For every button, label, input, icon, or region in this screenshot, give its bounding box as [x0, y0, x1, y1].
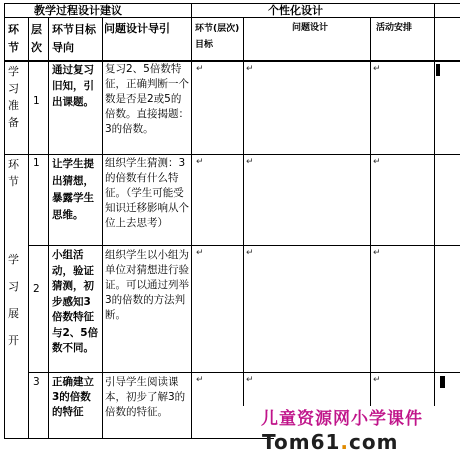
watermark-title: 儿童资源网小学课件: [261, 409, 423, 429]
row1-goal: 通过复习旧知，引出课题。: [52, 64, 94, 108]
table-border-left: [4, 3, 5, 439]
col-header-personal-goal: 环节(层次)目标: [195, 24, 240, 50]
row1-stage: 学习准备: [8, 65, 19, 129]
row4-question: 引导学生阅读课本，初步了解3的倍数的特征。: [105, 376, 186, 418]
col-header-level: 层次: [31, 23, 42, 54]
cell-mark: ↵: [246, 157, 254, 167]
cell-mark: ↵: [196, 248, 204, 258]
cell-mark: ↵: [196, 64, 204, 74]
col-divider-goal: [102, 17, 103, 439]
row3-question: 组织学生以小组为单位对猜想进行验证。可以通过列举3的倍数的方法判断。: [105, 249, 189, 321]
cell-mark: ↵: [246, 64, 254, 74]
col-divider-question: [191, 3, 192, 439]
col-header-stage: 环节: [8, 23, 19, 54]
watermark-brand-prefix: Tom61: [262, 430, 341, 454]
row-divider-3: [28, 372, 460, 373]
table-border-bottom: [4, 438, 274, 439]
col-header-question: 问题设计导引: [104, 22, 170, 35]
cell-mark: ↵: [246, 375, 254, 385]
row2-level: 1: [33, 157, 40, 169]
col-header-activity: 活动安排: [376, 23, 413, 33]
header-left-title: 教学过程设计建议: [34, 4, 122, 17]
col-header-goal: 环节目标导向: [52, 23, 96, 54]
col-divider-personal-question: [370, 17, 371, 406]
row3-goal: 小组活动，验证猜测，初步感知3倍数特征与2、5倍数不同。: [52, 249, 99, 354]
watermark-brand: [262, 430, 398, 454]
row4-level: 3: [33, 376, 40, 388]
row1-level: 1: [33, 95, 40, 107]
col-divider-personal-goal: [243, 17, 244, 406]
row4-goal: 正确建立3的倍数的特征: [52, 376, 94, 418]
cell-mark: ↵: [373, 64, 381, 74]
col-divider-level: [48, 17, 49, 439]
row2-stage: 环节: [8, 158, 19, 188]
header-right-title: 个性化设计: [268, 4, 323, 17]
row3-level: 2: [33, 283, 40, 295]
watermark-brand-suffix: com: [349, 430, 399, 454]
cell-mark: ↵: [373, 157, 381, 167]
row-divider-2: [28, 245, 460, 246]
table-border-right: [434, 3, 435, 406]
cell-mark: ↵: [196, 157, 204, 167]
row2-goal: 让学生提出猜想，暴露学生思维。: [52, 158, 94, 221]
cell-mark: ↵: [373, 248, 381, 258]
col-header-personal-question: 问题设计: [292, 23, 329, 33]
watermark-brand-dot: .: [340, 430, 350, 454]
row-end-marker: [440, 376, 445, 388]
row2-question: 组织学生猜测：3的倍数有什么特征。（学生可能受知识迁移影响从个位上去思考）: [105, 157, 189, 229]
row1-question: 复习2、5倍数特征，正确判断一个数是否是2或5的倍数。直接揭题：3的倍数。: [105, 63, 189, 135]
row-divider-1: [4, 154, 460, 155]
cell-mark: ↵: [246, 248, 254, 258]
row-end-marker: [436, 64, 440, 76]
col-divider-stage: [28, 17, 29, 439]
cell-mark: ↵: [373, 375, 381, 385]
cell-mark: ↵: [196, 375, 204, 385]
row3-stage: 学习展开: [8, 253, 19, 347]
